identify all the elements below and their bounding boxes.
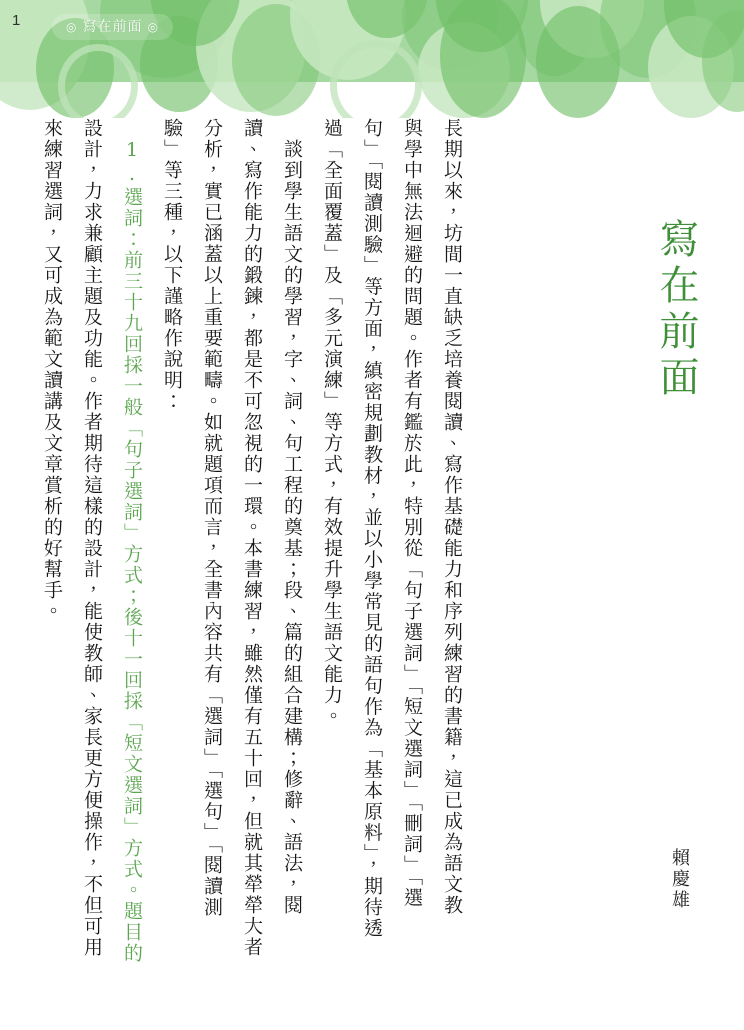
header-decoration-band bbox=[0, 0, 744, 118]
article-body bbox=[0, 118, 744, 1030]
decorative-bubble bbox=[440, 0, 526, 118]
running-head-right-mark-icon: ◎ bbox=[147, 20, 159, 34]
text-column: 句」「閱讀測驗」等方面，縝密規劃教材，並以小學常見的語句作為「基本原料」，期待透 bbox=[361, 118, 383, 939]
running-head-left-mark-icon: ◎ bbox=[66, 20, 78, 34]
page-number: 1 bbox=[12, 12, 21, 29]
running-head-label: 寫在前面 bbox=[82, 19, 143, 35]
text-column: 讀、寫作能力的鍛鍊，都是不可忽視的一環。本書練習，雖然僅有五十回，但就其犖犖大者 bbox=[241, 118, 263, 958]
text-column: 驗」等三種，以下謹略作說明： bbox=[161, 118, 183, 412]
text-column: 與學中無法迴避的問題。作者有鑑於此，特別從「句子選詞」「短文選詞」「刪詞」「選 bbox=[401, 118, 423, 909]
page-title: 寫在前面 bbox=[653, 218, 699, 402]
decorative-bubble-ring bbox=[58, 44, 138, 118]
text-column: 分析，實已涵蓋以上重要範疇。如就題項而言，全書內容共有「選詞」「選句」「閱讀測 bbox=[201, 118, 223, 918]
text-column-highlight: 1.選詞：前三十九回採一般「句子選詞」方式；後十一回採「短文選詞」方式。題目的 bbox=[121, 118, 143, 964]
running-head bbox=[52, 14, 173, 40]
text-column: 談到學生語文的學習，字、詞、句工程的奠基；段、篇的組合建構；修辭、語法，閱 bbox=[281, 118, 303, 916]
author-name: 賴慶雄 bbox=[669, 848, 690, 911]
text-column: 設計，力求兼顧主題及功能。作者期待這樣的設計，能使教師、家長更方便操作，不但可用 bbox=[81, 118, 103, 958]
text-column: 過「全面覆蓋」及「多元演練」等方式，有效提升學生語文能力。 bbox=[321, 118, 343, 727]
text-column: 長期以來，坊間一直缺乏培養閱讀、寫作基礎能力和序列練習的書籍，這已成為語文教 bbox=[441, 118, 463, 916]
text-column: 來練習選詞，又可成為範文讀講及文章賞析的好幫手。 bbox=[41, 118, 63, 622]
